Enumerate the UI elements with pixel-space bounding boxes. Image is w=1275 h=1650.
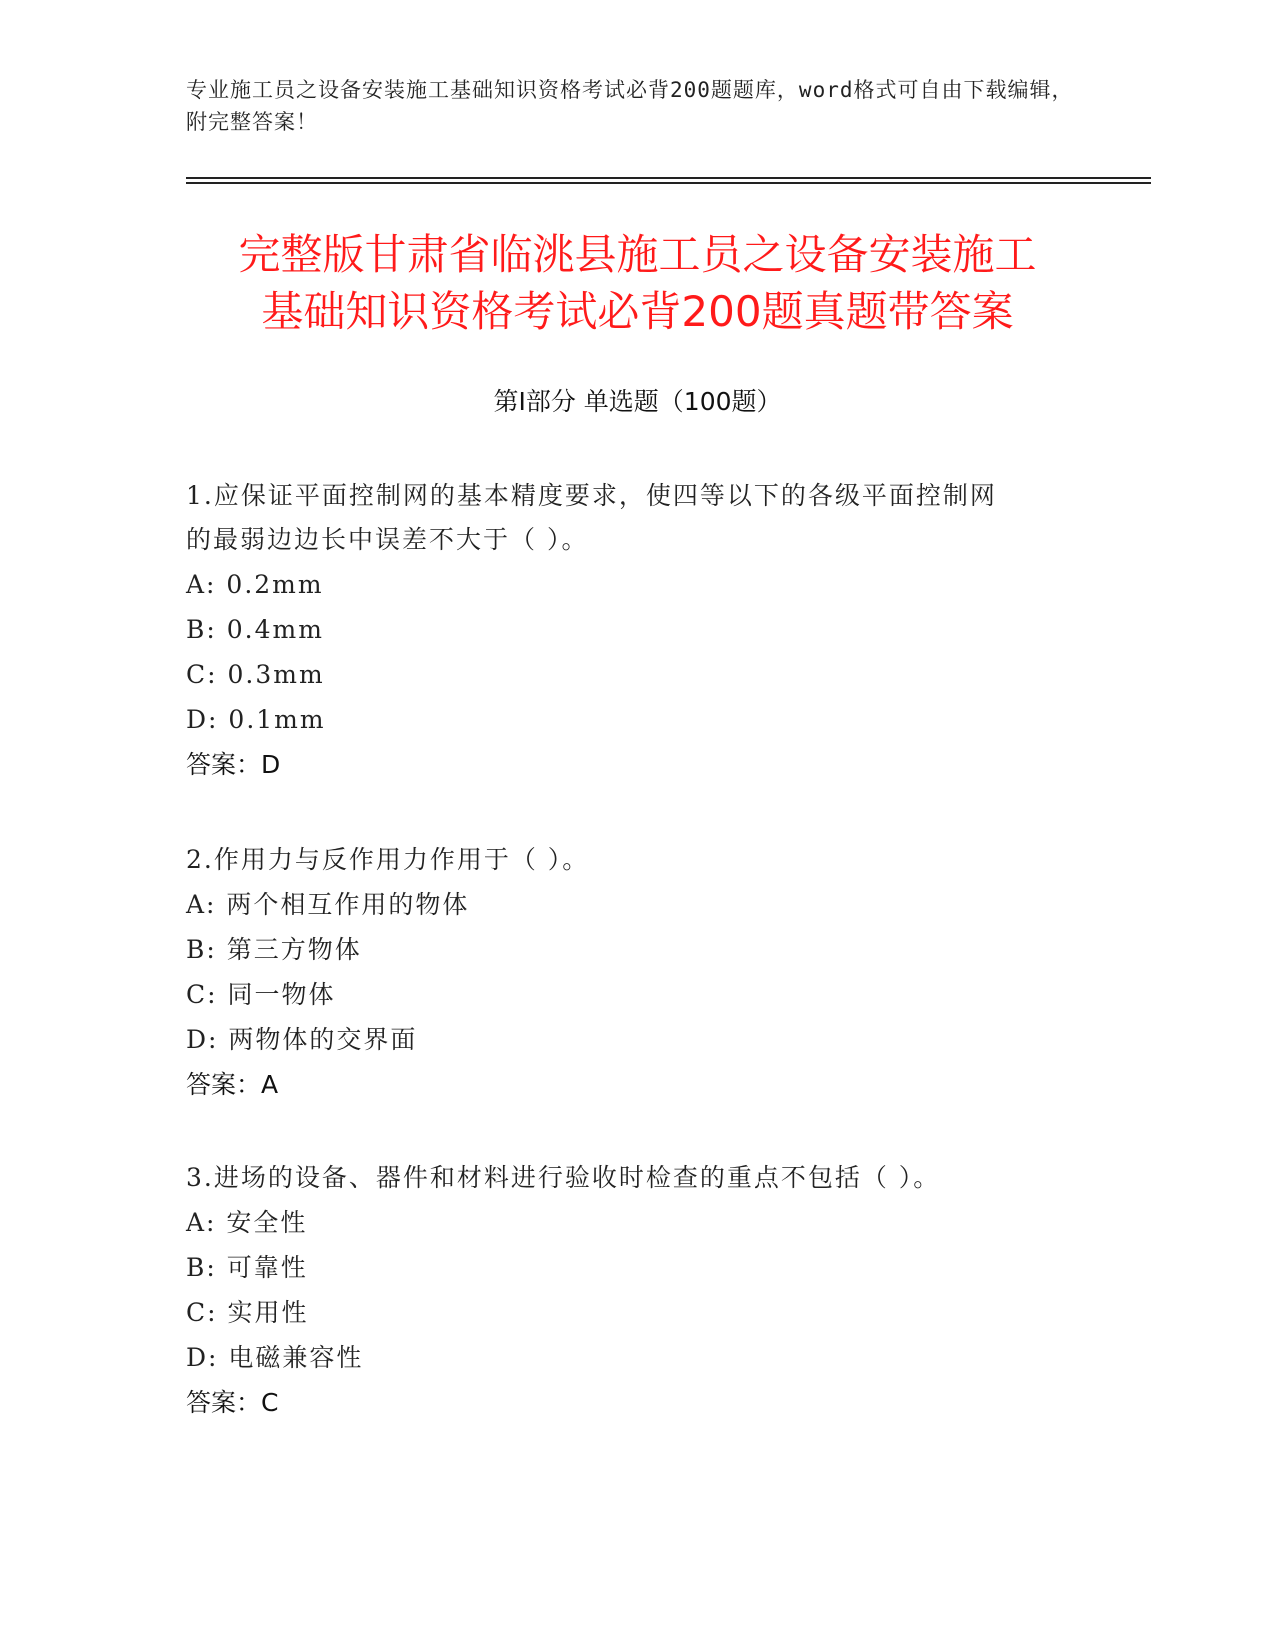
question-1 [186,474,1086,788]
question-stem [186,1156,1086,1200]
question-stem [186,838,1086,882]
question-3 [186,1156,1086,1426]
option-b: B: 第三方物体 [186,935,362,964]
question-stem-line: 1.应保证平面控制网的基本精度要求，使四等以下的各级平面控制网 [186,481,997,510]
option-d: D: 电磁兼容性 [186,1343,364,1372]
question-stem [186,474,1086,562]
title-line-1: 完整版甘肃省临洮县施工员之设备安装施工 [238,230,1037,279]
option-c: C: 同一物体 [186,980,336,1009]
answer: 答案：D [186,750,281,779]
option-b: B: 0.4mm [186,615,324,644]
question-2 [186,838,1086,1108]
document-title [150,226,1125,340]
answer: 答案：A [186,1070,279,1099]
option-c: C: 0.3mm [186,660,325,689]
option-b: B: 可靠性 [186,1253,308,1282]
option-a: A: 两个相互作用的物体 [186,890,470,919]
header-divider-bottom [186,182,1151,184]
option-d: D: 两物体的交界面 [186,1025,418,1054]
question-stem-line: 的最弱边边长中误差不大于（ ）。 [186,525,589,554]
header-note: 专业施工员之设备安装施工基础知识资格考试必背200题题库，word格式可自由下载编辑，附完整答案！ [186,78,1074,134]
option-a: A: 安全性 [186,1208,308,1237]
option-d: D: 0.1mm [186,705,326,734]
question-stem-line: 3.进场的设备、器件和材料进行验收时检查的重点不包括（ ）。 [186,1163,941,1192]
title-line-2: 基础知识资格考试必背200题真题带答案 [261,287,1014,336]
answer: 答案：C [186,1388,279,1417]
section-heading: 第Ⅰ部分 单选题（100题） [493,387,782,416]
question-stem-line: 2.作用力与反作用力作用于（ ）。 [186,845,590,874]
option-c: C: 实用性 [186,1298,309,1327]
header-divider-top [186,177,1151,179]
option-a: A: 0.2mm [186,570,324,599]
